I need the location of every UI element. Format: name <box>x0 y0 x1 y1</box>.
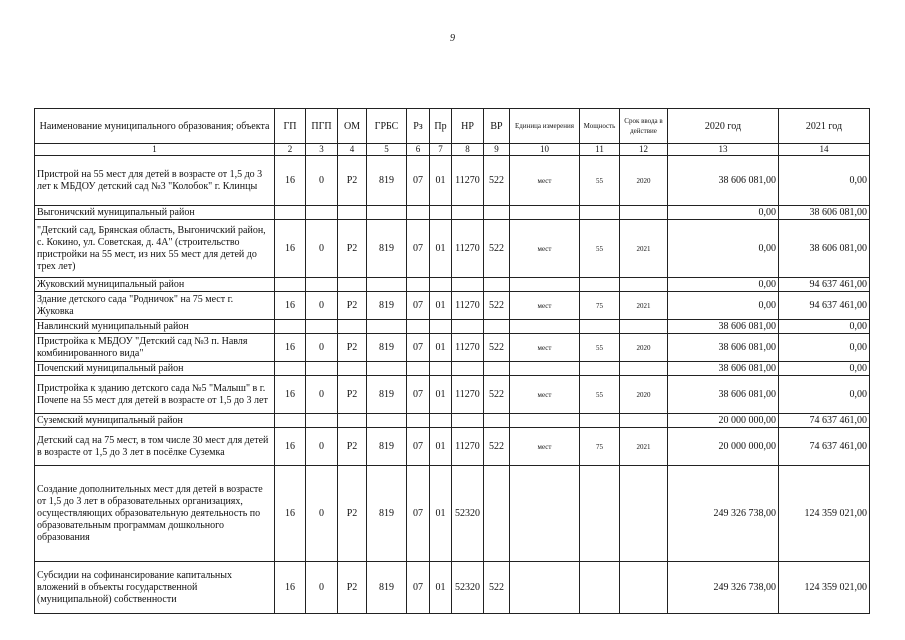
empty-cell <box>484 320 510 334</box>
empty-cell <box>338 278 367 292</box>
object-name: Пристройка к зданию детского сада №5 "Малыш" в г. Почепе на 55 мест для детей в возрасте от 1,5 до 3 лет <box>35 376 275 414</box>
header-row <box>35 109 870 144</box>
empty-cell <box>338 206 367 220</box>
om-cell: Р2 <box>338 466 367 562</box>
vr-cell <box>484 466 510 562</box>
empty-cell <box>367 414 407 428</box>
empty-cell <box>430 206 452 220</box>
column-number: 5 <box>367 144 407 156</box>
empty-cell <box>620 362 668 376</box>
column-number: 10 <box>510 144 580 156</box>
pgp-cell: 0 <box>306 466 338 562</box>
empty-cell <box>430 362 452 376</box>
budget-table <box>34 108 870 614</box>
region-name: Навлинский муниципальный район <box>35 320 275 334</box>
term-cell <box>620 562 668 614</box>
object-name: Субсидии на софинансирование капитальных вложений в объекты государственной (муниципальной) собственности <box>35 562 275 614</box>
region-row <box>35 414 870 428</box>
empty-cell <box>306 206 338 220</box>
rz-cell: 07 <box>407 466 430 562</box>
vr-cell: 522 <box>484 334 510 362</box>
grbs-cell: 819 <box>367 428 407 466</box>
pr-cell: 01 <box>430 156 452 206</box>
nr-cell: 11270 <box>452 156 484 206</box>
gp-cell: 16 <box>275 466 306 562</box>
header-name: Наименование муниципального образования; объекта <box>35 109 275 144</box>
header-unit: Единица измерения <box>510 109 580 144</box>
pr-cell: 01 <box>430 292 452 320</box>
pr-cell: 01 <box>430 220 452 278</box>
column-number: 7 <box>430 144 452 156</box>
empty-cell <box>407 414 430 428</box>
vr-cell: 522 <box>484 562 510 614</box>
power-cell: 55 <box>580 220 620 278</box>
amount-2021: 0,00 <box>779 334 870 362</box>
empty-cell <box>306 278 338 292</box>
amount-2020: 20 000 000,00 <box>668 414 779 428</box>
unit-cell <box>510 466 580 562</box>
om-cell: Р2 <box>338 220 367 278</box>
unit-cell: мест <box>510 376 580 414</box>
unit-cell: мест <box>510 220 580 278</box>
region-name: Выгоничский муниципальный район <box>35 206 275 220</box>
grbs-cell: 819 <box>367 292 407 320</box>
empty-cell <box>510 362 580 376</box>
empty-cell <box>510 206 580 220</box>
empty-cell <box>407 206 430 220</box>
amount-2021: 74 637 461,00 <box>779 428 870 466</box>
empty-cell <box>367 278 407 292</box>
amount-2020: 38 606 081,00 <box>668 156 779 206</box>
amount-2021: 0,00 <box>779 376 870 414</box>
pgp-cell: 0 <box>306 428 338 466</box>
nr-cell: 11270 <box>452 376 484 414</box>
empty-cell <box>338 320 367 334</box>
grbs-cell: 819 <box>367 466 407 562</box>
empty-cell <box>306 320 338 334</box>
empty-cell <box>275 362 306 376</box>
header-pr: Пр <box>430 109 452 144</box>
amount-2021: 0,00 <box>779 362 870 376</box>
header-2021: 2021 год <box>779 109 870 144</box>
column-number: 3 <box>306 144 338 156</box>
rz-cell: 07 <box>407 292 430 320</box>
column-number: 14 <box>779 144 870 156</box>
empty-cell <box>306 362 338 376</box>
region-name: Суземский муниципальный район <box>35 414 275 428</box>
rz-cell: 07 <box>407 334 430 362</box>
om-cell: Р2 <box>338 562 367 614</box>
amount-2021: 124 359 021,00 <box>779 466 870 562</box>
term-cell: 2021 <box>620 220 668 278</box>
grbs-cell: 819 <box>367 334 407 362</box>
power-cell <box>580 562 620 614</box>
empty-cell <box>367 206 407 220</box>
object-row <box>35 376 870 414</box>
gp-cell: 16 <box>275 156 306 206</box>
empty-cell <box>275 278 306 292</box>
column-number: 1 <box>35 144 275 156</box>
gp-cell: 16 <box>275 220 306 278</box>
gp-cell: 16 <box>275 428 306 466</box>
empty-cell <box>367 320 407 334</box>
empty-cell <box>620 206 668 220</box>
pgp-cell: 0 <box>306 292 338 320</box>
object-row <box>35 220 870 278</box>
header-power: Мощность <box>580 109 620 144</box>
empty-cell <box>367 362 407 376</box>
gp-cell: 16 <box>275 562 306 614</box>
region-row <box>35 362 870 376</box>
amount-2021: 38 606 081,00 <box>779 206 870 220</box>
object-name: Создание дополнительных мест для детей в возрасте от 1,5 до 3 лет в образовательных организациях, осуществляющих образовательную деятельность по образовательным программам дошкольного образования <box>35 466 275 562</box>
empty-cell <box>484 278 510 292</box>
pgp-cell: 0 <box>306 376 338 414</box>
object-name: Пристройка к МБДОУ "Детский сад №3 п. Навля комбинированного вида" <box>35 334 275 362</box>
amount-2020: 0,00 <box>668 206 779 220</box>
amount-2021: 74 637 461,00 <box>779 414 870 428</box>
pr-cell: 01 <box>430 334 452 362</box>
om-cell: Р2 <box>338 376 367 414</box>
header-grbs: ГРБС <box>367 109 407 144</box>
term-cell: 2020 <box>620 156 668 206</box>
unit-cell: мест <box>510 334 580 362</box>
empty-cell <box>338 362 367 376</box>
gp-cell: 16 <box>275 292 306 320</box>
empty-cell <box>407 320 430 334</box>
power-cell: 55 <box>580 334 620 362</box>
power-cell: 55 <box>580 156 620 206</box>
object-row <box>35 562 870 614</box>
unit-cell: мест <box>510 156 580 206</box>
grbs-cell: 819 <box>367 156 407 206</box>
object-row <box>35 334 870 362</box>
grbs-cell: 819 <box>367 376 407 414</box>
rz-cell: 07 <box>407 562 430 614</box>
empty-cell <box>484 362 510 376</box>
vr-cell: 522 <box>484 156 510 206</box>
empty-cell <box>338 414 367 428</box>
power-cell: 75 <box>580 292 620 320</box>
object-row <box>35 292 870 320</box>
empty-cell <box>407 278 430 292</box>
page-number: 9 <box>450 33 455 44</box>
power-cell <box>580 466 620 562</box>
empty-cell <box>407 362 430 376</box>
unit-cell: мест <box>510 292 580 320</box>
empty-cell <box>452 278 484 292</box>
amount-2020: 38 606 081,00 <box>668 362 779 376</box>
amount-2020: 38 606 081,00 <box>668 376 779 414</box>
header-rz: Рз <box>407 109 430 144</box>
header-gp: ГП <box>275 109 306 144</box>
pgp-cell: 0 <box>306 156 338 206</box>
vr-cell: 522 <box>484 220 510 278</box>
pgp-cell: 0 <box>306 220 338 278</box>
header-vr: ВР <box>484 109 510 144</box>
region-name: Почепский муниципальный район <box>35 362 275 376</box>
power-cell: 55 <box>580 376 620 414</box>
object-name: Пристрой на 55 мест для детей в возрасте от 1,5 до 3 лет к МБДОУ детский сад №3 "Колобок" г. Клинцы <box>35 156 275 206</box>
empty-cell <box>452 414 484 428</box>
empty-cell <box>275 414 306 428</box>
column-number: 2 <box>275 144 306 156</box>
empty-cell <box>430 320 452 334</box>
term-cell <box>620 466 668 562</box>
amount-2020: 20 000 000,00 <box>668 428 779 466</box>
amount-2020: 0,00 <box>668 278 779 292</box>
object-name: Здание детского сада "Родничок" на 75 мест г. Жуковка <box>35 292 275 320</box>
gp-cell: 16 <box>275 376 306 414</box>
nr-cell: 11270 <box>452 334 484 362</box>
grbs-cell: 819 <box>367 562 407 614</box>
empty-cell <box>275 206 306 220</box>
object-name: "Детский сад, Брянская область, Выгоничский район, с. Кокино, ул. Советская, д. 4А" (строительство пристройки на 55 мест, из них 55 мест для детей до трех лет) <box>35 220 275 278</box>
header-nr: НР <box>452 109 484 144</box>
power-cell: 75 <box>580 428 620 466</box>
column-number: 12 <box>620 144 668 156</box>
object-row <box>35 466 870 562</box>
empty-cell <box>452 320 484 334</box>
pr-cell: 01 <box>430 376 452 414</box>
amount-2020: 38 606 081,00 <box>668 334 779 362</box>
empty-cell <box>580 278 620 292</box>
empty-cell <box>275 320 306 334</box>
empty-cell <box>580 414 620 428</box>
header-2020: 2020 год <box>668 109 779 144</box>
pr-cell: 01 <box>430 428 452 466</box>
nr-cell: 11270 <box>452 428 484 466</box>
amount-2021: 94 637 461,00 <box>779 278 870 292</box>
region-row <box>35 278 870 292</box>
vr-cell: 522 <box>484 376 510 414</box>
om-cell: Р2 <box>338 428 367 466</box>
vr-cell: 522 <box>484 428 510 466</box>
nr-cell: 52320 <box>452 562 484 614</box>
region-name: Жуковский муниципальный район <box>35 278 275 292</box>
nr-cell: 11270 <box>452 292 484 320</box>
empty-cell <box>452 206 484 220</box>
rz-cell: 07 <box>407 428 430 466</box>
object-row <box>35 428 870 466</box>
object-row <box>35 156 870 206</box>
empty-cell <box>510 320 580 334</box>
gp-cell: 16 <box>275 334 306 362</box>
empty-cell <box>580 362 620 376</box>
column-number: 4 <box>338 144 367 156</box>
amount-2020: 249 326 738,00 <box>668 466 779 562</box>
object-name: Детский сад на 75 мест, в том числе 30 мест для детей в возрасте от 1,5 до 3 лет в посёлке Суземка <box>35 428 275 466</box>
column-number: 11 <box>580 144 620 156</box>
term-cell: 2020 <box>620 334 668 362</box>
rz-cell: 07 <box>407 220 430 278</box>
grbs-cell: 819 <box>367 220 407 278</box>
amount-2020: 0,00 <box>668 220 779 278</box>
empty-cell <box>510 414 580 428</box>
amount-2021: 0,00 <box>779 156 870 206</box>
amount-2021: 94 637 461,00 <box>779 292 870 320</box>
amount-2020: 249 326 738,00 <box>668 562 779 614</box>
empty-cell <box>620 278 668 292</box>
header-pgp: ПГП <box>306 109 338 144</box>
empty-cell <box>620 320 668 334</box>
om-cell: Р2 <box>338 156 367 206</box>
empty-cell <box>452 362 484 376</box>
header-om: ОМ <box>338 109 367 144</box>
header-term: Срок ввода в действие <box>620 109 668 144</box>
amount-2021: 124 359 021,00 <box>779 562 870 614</box>
column-number: 13 <box>668 144 779 156</box>
pgp-cell: 0 <box>306 562 338 614</box>
amount-2021: 0,00 <box>779 320 870 334</box>
term-cell: 2021 <box>620 428 668 466</box>
vr-cell: 522 <box>484 292 510 320</box>
empty-cell <box>306 414 338 428</box>
om-cell: Р2 <box>338 292 367 320</box>
empty-cell <box>430 414 452 428</box>
pr-cell: 01 <box>430 466 452 562</box>
term-cell: 2020 <box>620 376 668 414</box>
empty-cell <box>620 414 668 428</box>
column-number: 6 <box>407 144 430 156</box>
empty-cell <box>430 278 452 292</box>
empty-cell <box>484 414 510 428</box>
unit-cell <box>510 562 580 614</box>
empty-cell <box>580 320 620 334</box>
rz-cell: 07 <box>407 376 430 414</box>
empty-cell <box>484 206 510 220</box>
nr-cell: 52320 <box>452 466 484 562</box>
column-number: 8 <box>452 144 484 156</box>
unit-cell: мест <box>510 428 580 466</box>
amount-2020: 38 606 081,00 <box>668 320 779 334</box>
om-cell: Р2 <box>338 334 367 362</box>
region-row <box>35 206 870 220</box>
amount-2020: 0,00 <box>668 292 779 320</box>
region-row <box>35 320 870 334</box>
pgp-cell: 0 <box>306 334 338 362</box>
empty-cell <box>580 206 620 220</box>
column-number-row <box>35 144 870 156</box>
rz-cell: 07 <box>407 156 430 206</box>
empty-cell <box>510 278 580 292</box>
column-number: 9 <box>484 144 510 156</box>
pr-cell: 01 <box>430 562 452 614</box>
term-cell: 2021 <box>620 292 668 320</box>
amount-2021: 38 606 081,00 <box>779 220 870 278</box>
nr-cell: 11270 <box>452 220 484 278</box>
